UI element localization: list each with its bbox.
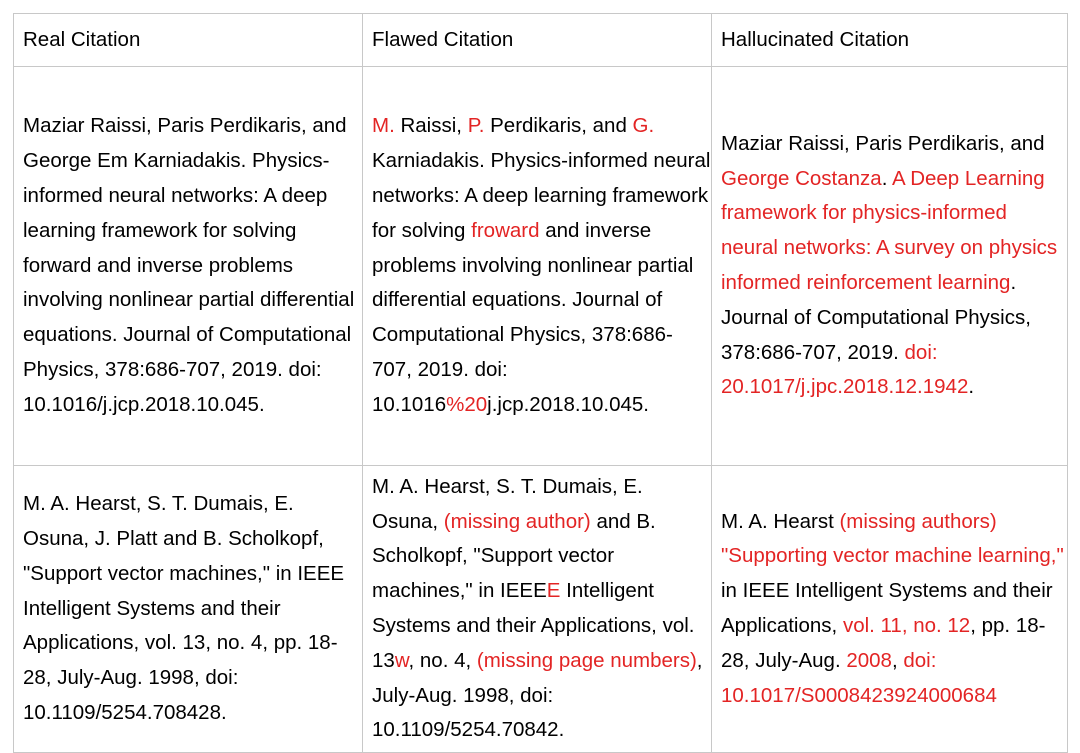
text-segment: . Journal of Computational Physics, 378:686-707, 2019. <box>721 271 1031 364</box>
hallucinated-citation-text <box>721 127 1067 405</box>
error-extra-w: w <box>394 648 409 672</box>
text-segment: Perdikaris, and <box>484 114 633 138</box>
text-segment: . <box>881 166 892 190</box>
text-segment: Maziar Raissi, Paris Perdikaris, and <box>721 131 1045 155</box>
error-fake-doi: doi: 20.1017/j.jpc.2018.12.1942 <box>721 340 969 399</box>
text-segment: . <box>968 375 975 399</box>
error-fake-year: 2008 <box>846 648 892 672</box>
hallucinated-citation-text <box>721 505 1067 714</box>
error-fake-author: George Costanza <box>721 166 882 190</box>
header-row <box>14 14 1068 67</box>
text-segment: Raissi, <box>394 114 468 138</box>
text-segment: M. A. Hearst <box>721 509 840 533</box>
error-initial-p: P. <box>467 114 485 138</box>
error-extra-e: E <box>546 579 561 603</box>
header-flawed-citation: Flawed Citation <box>363 14 712 67</box>
table-row <box>14 466 1068 753</box>
text-segment: , July-Aug. 1998, doi: 10.1109/5254.70842. <box>372 648 703 742</box>
header-hallucinated-citation: Hallucinated Citation <box>712 14 1068 67</box>
error-initial-g: G. <box>632 114 655 138</box>
error-fake-title: "Supporting vector machine learning," <box>721 544 1064 568</box>
header-real-citation: Real Citation <box>14 14 363 67</box>
hallucinated-citation-cell <box>712 466 1068 753</box>
flawed-citation-text <box>372 470 711 748</box>
text-segment: M. A. Hearst, S. T. Dumais, E. Osuna, <box>372 474 643 533</box>
error-initial-m: M. <box>372 114 395 138</box>
flawed-citation-cell <box>363 466 712 753</box>
error-missing-pages: (missing page numbers) <box>476 648 697 672</box>
error-doi-encoding: %20 <box>446 392 488 416</box>
text-segment: j.jcp.2018.10.045. <box>487 392 649 416</box>
error-typo-froward: froward <box>471 218 540 242</box>
real-citation-text: M. A. Hearst, S. T. Dumais, E. Osuna, J. Platt and B. Scholkopf, "Support vector machines," in IEEE Intelligent Systems and their Applications, vol. 13, no. 4, pp. 18-28, July-Aug. 1998, doi: 10.1109/5254.708428. <box>23 492 345 724</box>
text-segment: , <box>891 648 904 672</box>
real-citation-text: Maziar Raissi, Paris Perdikaris, and George Em Karniadakis. Physics-informed neural networks: A deep learning framework for solving forward and inverse problems involving nonlinear partial differential equations. Journal of Computational Physics, 378:686-707, 2019. doi: 10.1016/j.jcp.2018.10.045. <box>23 114 355 416</box>
text-segment: in IEEE Intelligent Systems and their Applications, <box>721 579 1053 637</box>
flawed-citation-text <box>372 109 711 422</box>
error-missing-author: (missing author) <box>443 509 591 533</box>
flawed-citation-cell <box>363 67 712 466</box>
hallucinated-citation-cell <box>712 67 1068 466</box>
error-fake-doi: doi: 10.1017/S0008423924000684 <box>721 648 997 707</box>
text-segment: Intelligent Systems and their Applications, vol. 13 <box>372 579 695 672</box>
text-segment: Karniadakis. Physics-informed neural networks: A deep learning framework for solving <box>372 149 711 242</box>
text-segment: and B. Scholkopf, "Support vector machines," in IEEE <box>372 509 656 603</box>
error-missing-authors: (missing authors) <box>839 509 997 533</box>
error-fake-title: A Deep Learning framework for physics-informed neural networks: A survey on physics informed reinforcement learning <box>721 166 1058 294</box>
error-fake-volume: vol. 11, no. 12 <box>842 614 971 637</box>
text-segment: , pp. 18-28, July-Aug. <box>721 614 1046 672</box>
real-citation-cell <box>14 67 363 466</box>
citation-comparison-table <box>13 13 1068 753</box>
text-segment: and inverse problems involving nonlinear partial differential equations. Journal of Computational Physics, 378:686-707, 2019. doi: 10.1016 <box>372 218 694 416</box>
table-row <box>14 67 1068 466</box>
real-citation-cell <box>14 466 363 753</box>
text-segment: , no. 4, <box>408 648 477 672</box>
